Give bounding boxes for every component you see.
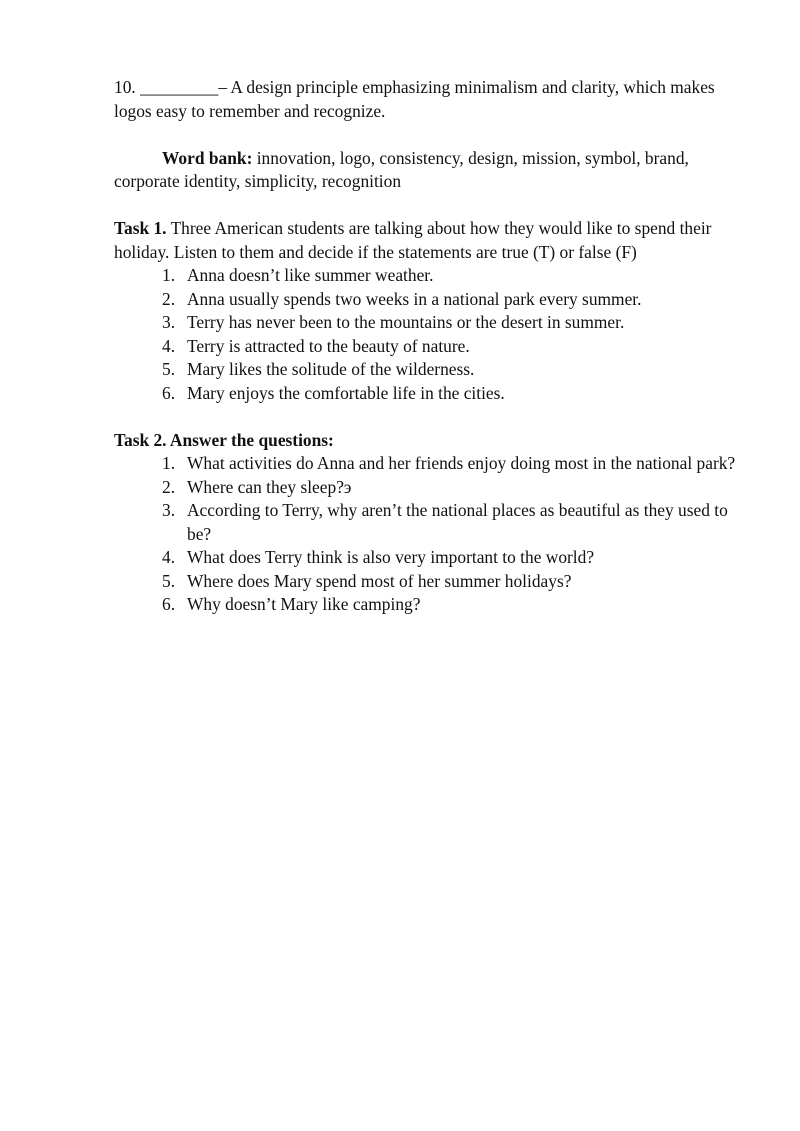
task-2-heading [114,429,744,453]
list-item [114,382,744,406]
word-bank-words: innovation, logo, consistency, design, mission, symbol, brand, corporate identity, simplicity, recognition [114,147,689,191]
list-item [114,452,744,476]
list-number: 4. [162,547,176,567]
list-item-text: Anna usually spends two weeks in a national park every summer. [187,288,642,309]
paragraph-spacer [114,405,744,429]
list-item [114,264,744,288]
list-item-text: Why doesn’t Mary like camping? [187,594,421,614]
list-number: 2. [162,476,176,497]
list-item-text: Mary likes the solitude of the wilderness. [187,359,475,379]
list-item-text: What activities do Anna and her friends enjoy doing most in the national park? [187,453,736,473]
list-item-text: Where does Mary spend most of her summer holidays? [187,570,572,591]
list-number: 5. [162,359,176,379]
task-2-questions [114,452,744,617]
list-number: 1. [162,453,176,473]
list-item-text: What does Terry think is also very important to the world? [187,547,595,567]
list-number: 3. [162,312,176,332]
task-1-statements [114,264,744,405]
word-bank [114,147,744,194]
list-item [114,311,744,335]
document-page [114,76,744,617]
item-10-definition: 10. _________– A design principle emphasizing minimalism and clarity, which makes logos easy to remember and recognize. [114,77,715,121]
list-number: 6. [162,382,176,403]
list-item [114,358,744,382]
paragraph-spacer [114,194,744,218]
list-item-text: Anna doesn’t like summer weather. [187,265,434,285]
list-item-text: Where can they sleep?э [187,476,352,497]
list-item [114,593,744,617]
list-number: 3. [162,500,176,520]
word-bank-label: Word bank: [162,147,253,168]
list-item-text: Terry has never been to the mountains or the desert in summer. [187,312,625,332]
list-item [114,335,744,359]
task-1-text: Three American students are talking about how they would like to spend their holiday. Listen to them and decide if the statements are true (T) or false (F) [114,218,712,262]
list-item [114,546,744,570]
paragraph-spacer [114,123,744,147]
list-item [114,499,744,546]
list-number: 2. [162,288,176,309]
list-item [114,476,744,500]
list-item [114,288,744,312]
list-item-text: Terry is attracted to the beauty of nature. [187,335,470,356]
list-number: 5. [162,570,176,591]
list-item-text: Mary enjoys the comfortable life in the cities. [187,382,505,403]
list-number: 1. [162,265,176,285]
task-2-label: Task 2. Answer the questions: [114,429,334,450]
task-1-label: Task 1. [114,218,167,238]
list-item-text: According to Terry, why aren’t the national places as beautiful as they used to be? [187,500,728,544]
task-1-instructions [114,217,744,264]
list-number: 6. [162,594,176,614]
list-number: 4. [162,335,176,356]
list-item [114,570,744,594]
